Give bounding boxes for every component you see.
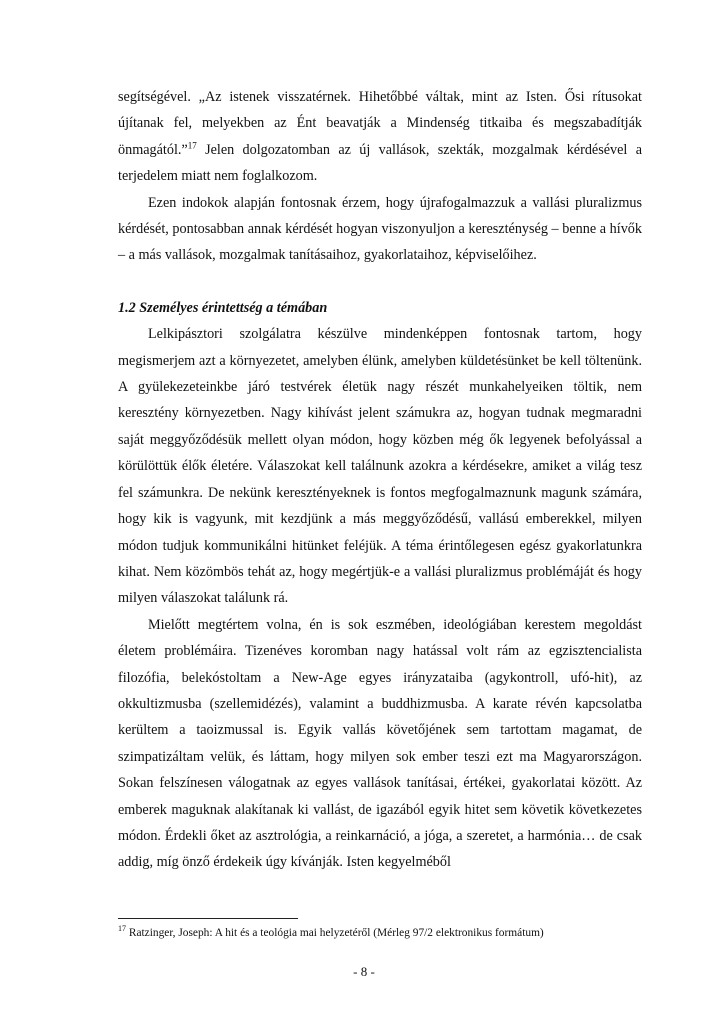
section-heading: 1.2 Személyes érintettség a témában: [118, 299, 328, 316]
footnote: [118, 926, 658, 941]
paragraph-3: Lelkipásztori szolgálatra készülve mindenképpen fontosnak tartom, hogy megismerjem azt a környezetet, amelyben élünk, amelyben küldetésünket be kell töltenünk. A gyülekezeteinkbe járó testvérek életük nagy részét munkahelyeiken töltik, nem keresztény környezetben. Nagy kihívást jelent számukra az, hogyan tudnak megmaradni saját meggyőződésük mellett olyan módon, hogy közben még ők legyenek befolyással a körülöttük élők életére. Válaszokat kell találnunk azokra a kérdésekre, amiket a világ tesz fel számunkra. De nekünk keresztényeknek is fontos megfogalmaznunk magunk számára, hogy kik is vagyunk, mit kezdjünk a más meggyőződésű, vallású emberekkel, milyen módon tudjuk kommunikálni hitünket feléjük. A téma érintőlegesen egész gyakorlatunkra kihat. Nem közömbös tehát az, hogy megértjük-e a vallási pluralizmus problémáját és hogy milyen válaszokat találunk rá.: [118, 326, 642, 607]
paragraph-1-text-b: Jelen dolgozatomban az új vallások, szekták, mozgalmak kérdésével a terjedelem miatt nem foglalkozom.: [118, 141, 642, 185]
footnote-divider: [118, 918, 298, 919]
body-text: [118, 84, 642, 876]
footnote-number: 17: [118, 924, 126, 934]
paragraph-1: [118, 84, 642, 190]
paragraph-2: Ezen indokok alapján fontosnak érzem, hogy újrafogalmazzuk a vallási pluralizmus kérdését, pontosabban annak kérdését hogyan viszonyuljon a kereszténység – benne a hívők – a más vallások, mozgalmak tanításaihoz, gyakorlataihoz, képviselőihez.: [118, 194, 642, 264]
footnote-text: Ratzinger, Joseph: A hit és a teológia mai helyzetéről (Mérleg 97/2 elektronikus formátum): [126, 927, 544, 939]
paragraph-1-text-a: segítségével. „Az istenek visszatérnek. Hihetőbbé váltak, mint az Isten. Ősi rítusokat újítanak fel, melyekben az Ént beavatják a Mindenség titkaiba és megszabadítják önmagától.”: [118, 89, 642, 158]
page-number: - 8 -: [353, 964, 375, 979]
footnote-reference[interactable]: 17: [187, 140, 197, 151]
paragraph-4: Mielőtt megtértem volna, én is sok eszmében, ideológiában kerestem megoldást életem problémáira. Tizenéves koromban nagy hatással volt rám az egzisztencialista filozófia, belekóstoltam a New-Age egyes irányzataiba (agykontroll, ufó-hit), az okkultizmusba (szellemidézés), valamint a buddhizmusba. A karate révén kapcsolatba kerültem a taoizmussal is. Egyik vallás követőjének sem tartottam magamat, de szimpatizáltam velük, és láttam, hogy milyen sok ember teszi ezt ma Magyarországon. Sokan felszínesen válogatnak az egyes vallások tanításai, értékei, gyakorlatai között. Az emberek maguknak alakítanak ki vallást, de igazából egyik hitet sem követik következetes módon. Érdekli őket az asztrológia, a reinkarnáció, a jóga, a szeretet, a harmónia… de csak addig, míg önző érdekeik úgy kívánják. Isten kegyelméből: [118, 616, 642, 871]
